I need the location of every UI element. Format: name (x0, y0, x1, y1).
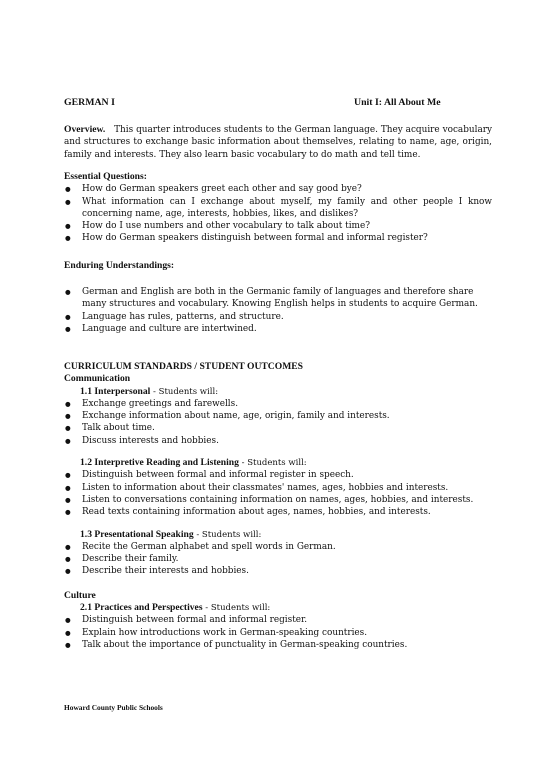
standard-2-1-heading (64, 602, 492, 614)
list-item: ● Distinguish between formal and informal register. (64, 614, 492, 626)
standard-1-3-list (64, 541, 492, 578)
standard-suffix: - Students will: (202, 603, 271, 614)
communication-heading: Communication (64, 373, 131, 385)
standard-1-1-heading (64, 386, 492, 398)
list-item: ● Distinguish between formal and informal register in speech. (64, 469, 492, 481)
overview-text: This quarter introduces students to the German language. They acquire vocabulary and structures to exchange basic information about themselves, relating to name, age, origin, family and interests. They also learn basic vocabulary to do math and tell time. (64, 125, 492, 160)
overview-label: Overview. (64, 124, 106, 135)
standard-name: 1.3 Presentational Speaking (80, 528, 194, 540)
list-item: ● Describe their interests and hobbies. (64, 565, 492, 577)
essential-questions-heading: Essential Questions: (64, 171, 147, 182)
unit-title: Unit I: All About Me (354, 97, 441, 108)
culture-heading: Culture (64, 589, 96, 601)
enduring-understandings-list (64, 286, 492, 335)
list-item: ● Discuss interests and hobbies. (64, 435, 492, 447)
title-row (64, 97, 488, 108)
list-item: ● German and English are both in the Germanic family of languages and therefore share many structures and vocabulary. Knowing English helps in students to acquire German. (64, 286, 492, 311)
standard-2-1-list (64, 614, 492, 651)
page-footer: Howard County Public Schools (64, 703, 163, 712)
standard-1-2-heading (64, 457, 492, 469)
essential-questions-list (64, 183, 492, 244)
standard-name: 1.1 Interpersonal (80, 385, 151, 397)
enduring-understandings-heading: Enduring Understandings: (64, 260, 175, 271)
standard-suffix: - Students will: (238, 458, 307, 469)
overview-paragraph (64, 124, 492, 161)
list-item: ● Talk about the importance of punctuality in German-speaking countries. (64, 639, 492, 651)
list-item: ● Listen to information about their classmates' names, ages, hobbies and interests. (64, 482, 492, 494)
list-item: ● How do German speakers greet each other and say good bye? (64, 183, 492, 195)
course-title: GERMAN I (64, 97, 115, 108)
list-item: ● Explain how introductions work in German-speaking countries. (64, 627, 492, 639)
list-item: ● Language and culture are intertwined. (64, 323, 492, 335)
standard-1-2-list (64, 469, 492, 518)
standard-1-1-list (64, 398, 492, 447)
list-item: ● Talk about time. (64, 422, 492, 434)
list-item: ● Recite the German alphabet and spell words in German. (64, 541, 492, 553)
standard-suffix: - Students will: (150, 386, 219, 397)
essential-questions-section (64, 171, 492, 245)
list-item: ● Read texts containing information about ages, names, hobbies, and interests. (64, 506, 492, 518)
list-item: ● How do German speakers distinguish between formal and informal register? (64, 232, 492, 244)
list-item: ● Describe their family. (64, 553, 492, 565)
list-item: ● How do I use numbers and other vocabulary to talk about time? (64, 220, 492, 232)
standards-heading: CURRICULUM STANDARDS / STUDENT OUTCOMES (64, 361, 303, 372)
standard-suffix: - Students will: (193, 529, 262, 540)
standard-1-3-heading (64, 529, 492, 541)
standards-section (64, 361, 492, 651)
list-item: ● Exchange greetings and farewells. (64, 398, 492, 410)
list-item: ● Exchange information about name, age, origin, family and interests. (64, 410, 492, 422)
list-item: ● Listen to conversations containing information on names, ages, hobbies, and interests. (64, 494, 492, 506)
standard-name: 2.1 Practices and Perspectives (80, 602, 203, 614)
enduring-understandings-section (64, 286, 492, 335)
list-item: ● Language has rules, patterns, and structure. (64, 311, 492, 323)
list-item: ● What information can I exchange about myself, my family and other people I know concerning name, age, interests, hobbies, likes, and dislikes? (64, 196, 492, 221)
standard-name: 1.2 Interpretive Reading and Listening (80, 457, 239, 469)
